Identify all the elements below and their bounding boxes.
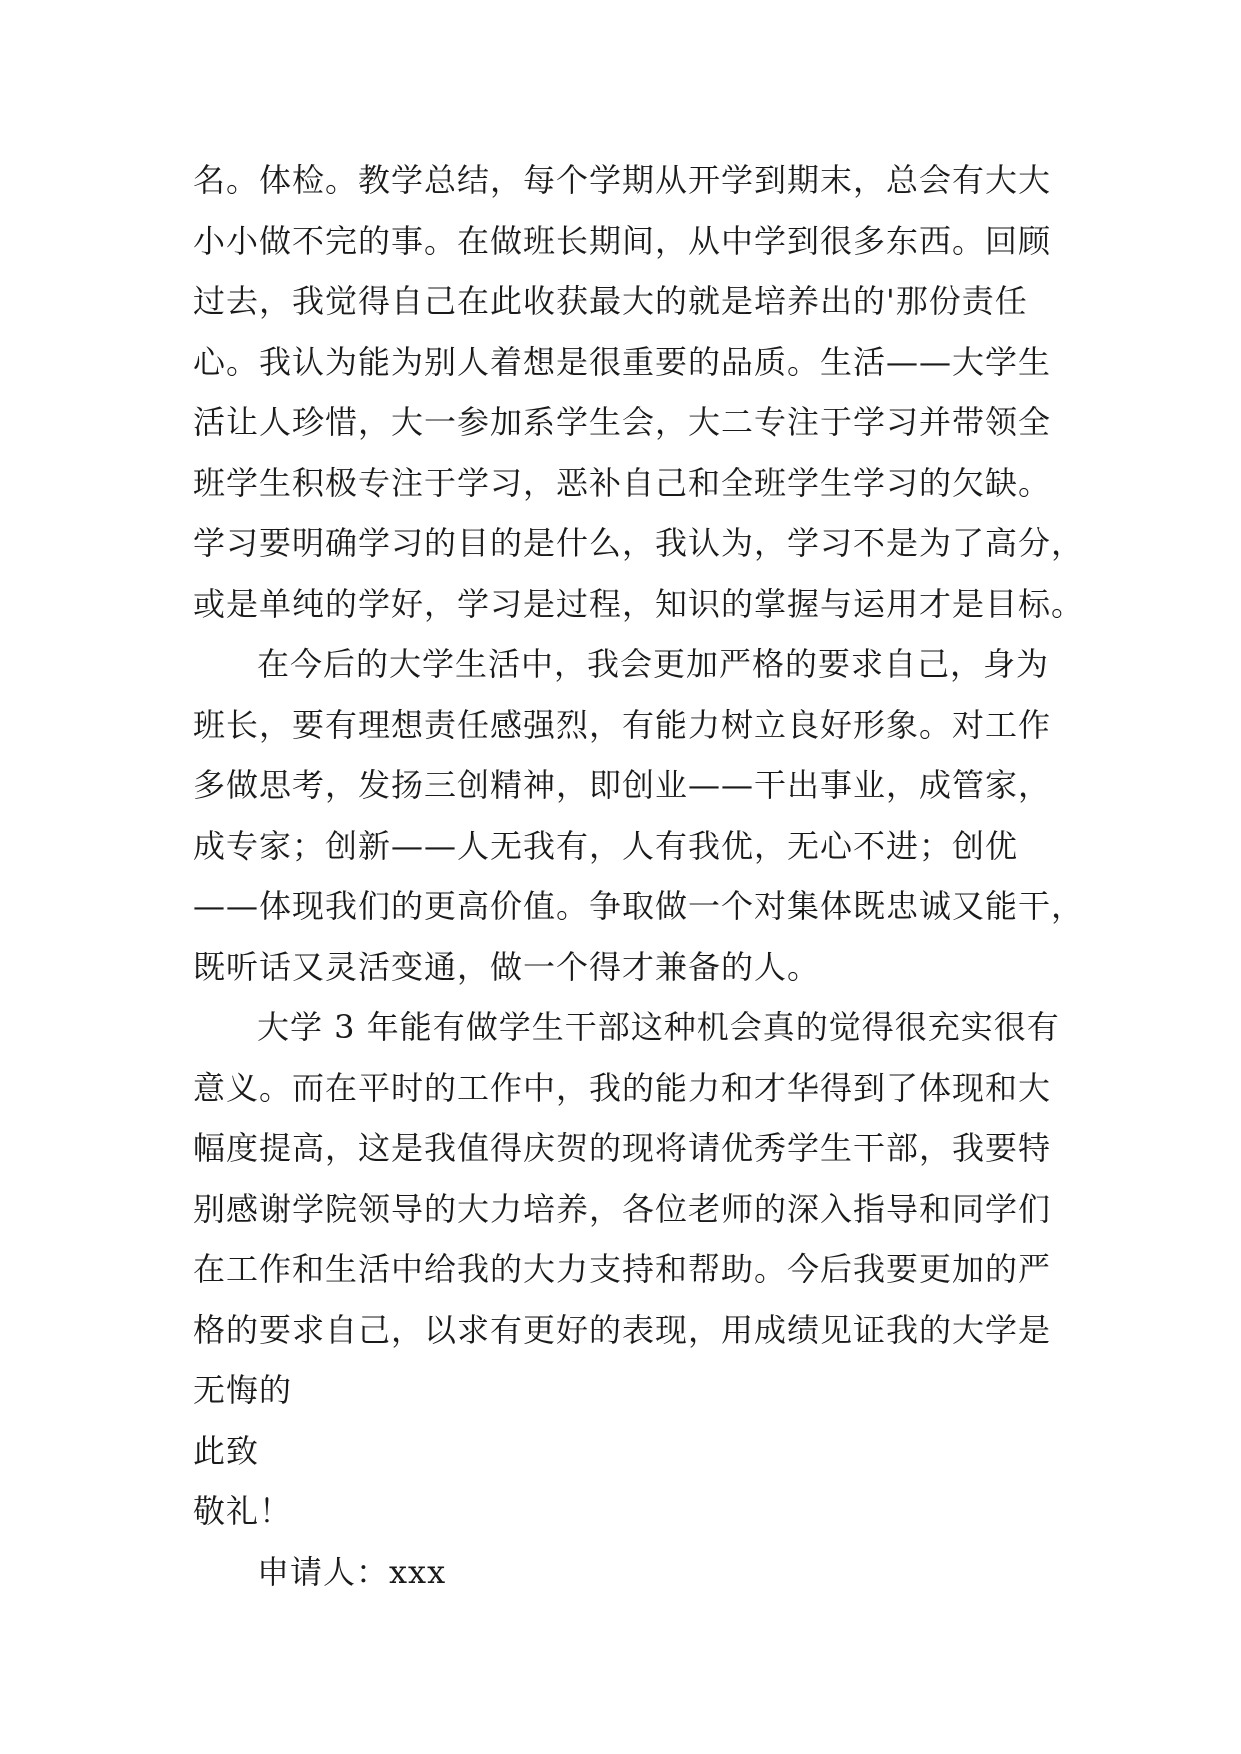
text-line: 别感谢学院领导的大力培养，各位老师的深入指导和同学们 <box>193 1189 1052 1228</box>
text-line: ——体现我们的更高价值。争取做一个对集体既忠诚又能干， <box>193 887 1085 925</box>
text-line: 幅度提高，这是我值得庆贺的现将请优秀学生干部，我要特 <box>193 1129 1052 1167</box>
text-line: 成专家；创新——人无我有，人有我优，无心不进；创优 <box>193 826 1019 865</box>
paragraph-1 <box>193 150 1093 634</box>
text-line: 小小做不完的事。在做班长期间，从中学到很多东西。回顾 <box>193 221 1052 260</box>
text-line: 在今后的大学生活中，我会更加严格的要求自己，身为 <box>257 645 1050 683</box>
text-line: 班长，要有理想责任感强烈，有能力树立良好形象。对工作 <box>193 705 1052 744</box>
closing-line: 此致 <box>193 1431 260 1470</box>
text-line: 学习要明确学习的目的是什么，我认为，学习不是为了高分， <box>193 524 1085 562</box>
text-line: 过去，我觉得自己在此收获最大的就是培养出的'那份责任 <box>193 282 1028 320</box>
text-line: 心。我认为能为别人着想是很重要的品质。生活——大学生 <box>193 342 1052 381</box>
document-body <box>193 150 1093 1602</box>
paragraph-3 <box>193 997 1093 1421</box>
text-line: 名。体检。教学总结，每个学期从开学到期末，总会有大大 <box>193 161 1052 199</box>
text-line: 班学生积极专注于学习，恶补自己和全班学生学习的欠缺。 <box>193 463 1052 502</box>
closing-salutation: 敬礼！ <box>193 1492 293 1530</box>
signature: 申请人：xxx <box>257 1552 447 1591</box>
text-line: 既听话又灵活变通，做一个得才兼备的人。 <box>193 947 821 986</box>
text-line: 意义。而在平时的工作中，我的能力和才华得到了体现和大 <box>193 1068 1052 1107</box>
text-line: 或是单纯的学好，学习是过程，知识的掌握与运用才是目标。 <box>193 584 1085 623</box>
text-line: 活让人珍惜，大一参加系学生会，大二专注于学习并带领全 <box>193 403 1052 441</box>
text-line: 大学 3 年能有做学生干部这种机会真的觉得很充实很有 <box>257 1008 1060 1046</box>
paragraph-2 <box>193 634 1093 997</box>
text-line: 多做思考，发扬三创精神，即创业——干出事业，成管家， <box>193 766 1052 804</box>
text-line: 无悔的 <box>193 1371 293 1409</box>
text-line: 格的要求自己，以求有更好的表现，用成绩见证我的大学是 <box>193 1310 1052 1349</box>
text-line: 在工作和生活中给我的大力支持和帮助。今后我要更加的严 <box>193 1250 1052 1288</box>
